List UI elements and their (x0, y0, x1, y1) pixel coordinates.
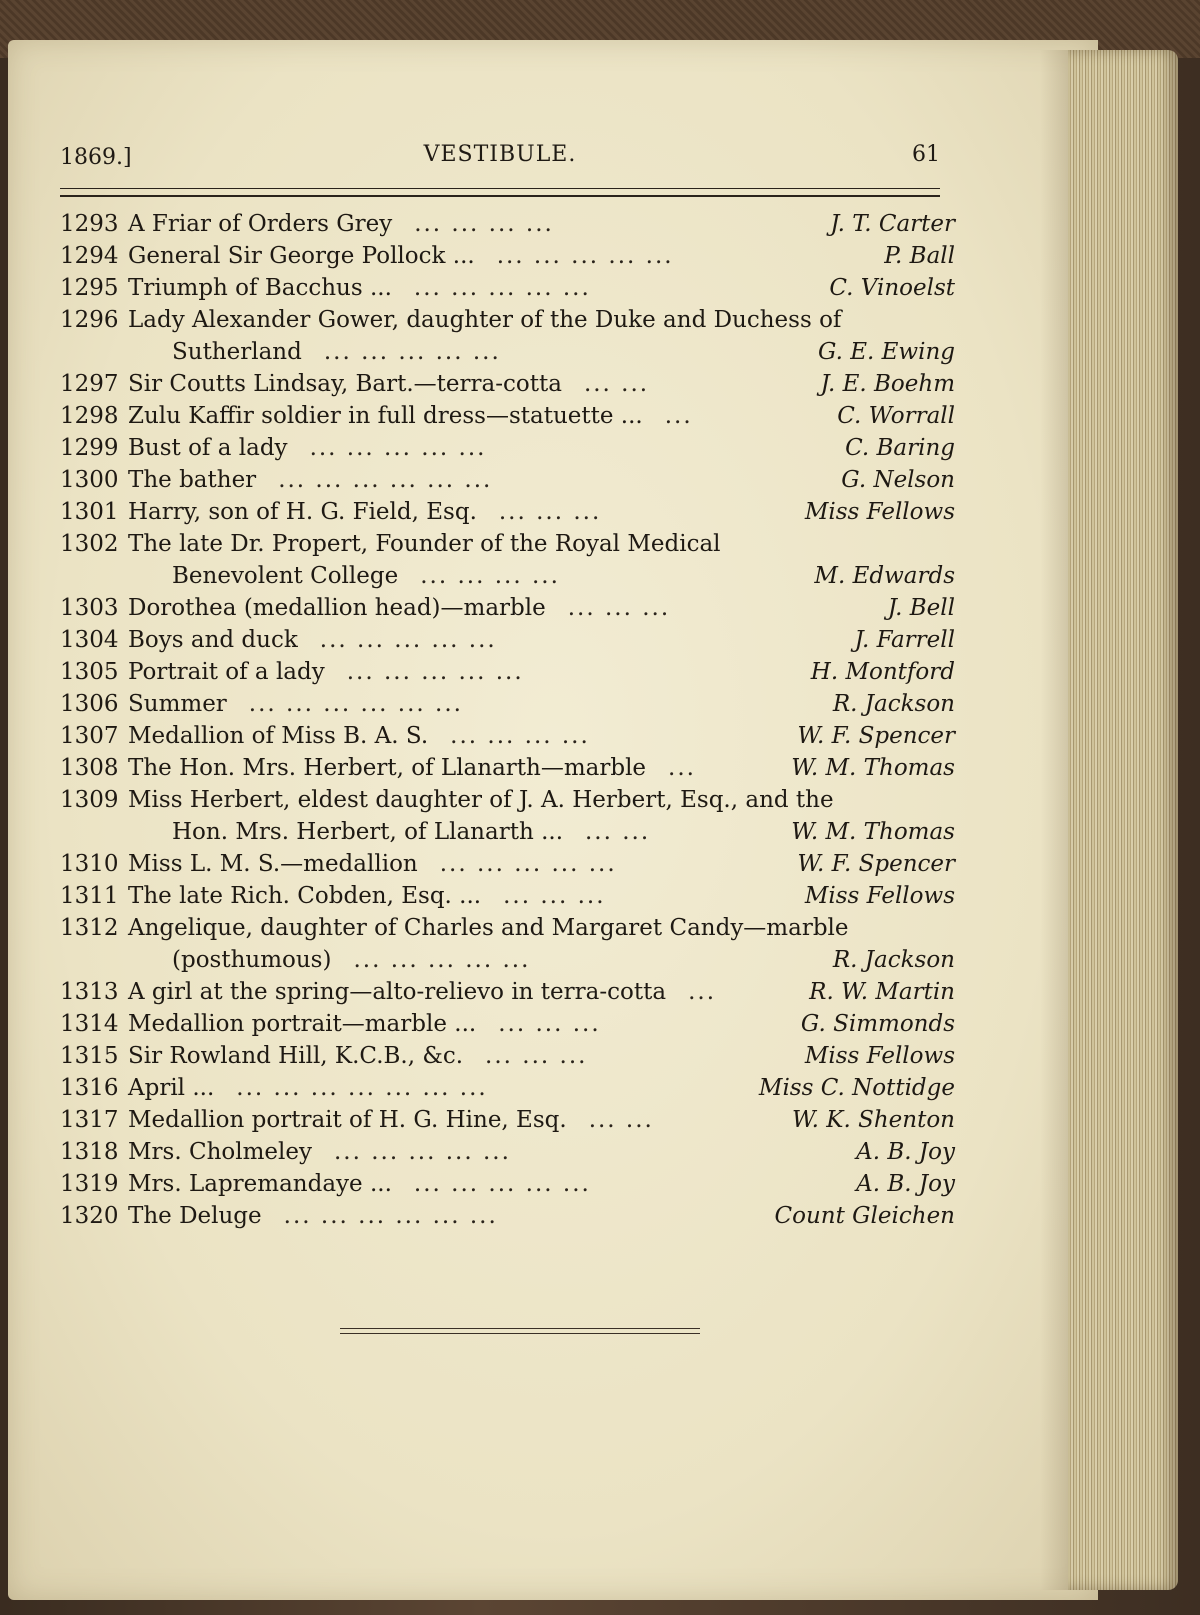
entry-title-continuation: Benevolent College (172, 563, 399, 589)
entry-title: Summer (128, 691, 227, 717)
entry-title: Mrs. Cholmeley (128, 1139, 312, 1165)
entry-continuation-line (60, 944, 955, 976)
entry-line (60, 976, 955, 1008)
entry-number: 1302 (60, 531, 119, 557)
entry-line (60, 1200, 955, 1232)
entry-line (60, 1168, 955, 1200)
entry-number: 1317 (60, 1107, 119, 1133)
entry-title: A girl at the spring—alto-relievo in terra-cotta (128, 979, 667, 1005)
leader-dots: ... ... (585, 819, 651, 845)
entry-line (60, 784, 955, 816)
entry-artist: G. E. Ewing (818, 339, 955, 365)
entry-title: Medallion portrait—marble ... (128, 1011, 477, 1037)
entry-artist: R. Jackson (832, 947, 955, 973)
entry-title: Portrait of a lady (128, 659, 325, 685)
entry-number: 1316 (60, 1075, 119, 1101)
leader-dots: ... ... ... ... ... (323, 339, 501, 365)
entry-artist: A. B. Joy (856, 1139, 955, 1165)
catalogue-entry (60, 656, 955, 688)
entry-artist: M. Edwards (814, 563, 955, 589)
catalogue-entry (60, 688, 955, 720)
entry-title-continuation: (posthumous) (172, 947, 332, 973)
entry-number: 1315 (60, 1043, 119, 1069)
entry-title: The late Dr. Propert, Founder of the Royal Medical (128, 531, 721, 557)
entry-title-continuation: Sutherland (172, 339, 302, 365)
entry-number: 1300 (60, 467, 119, 493)
catalogue-entry (60, 912, 955, 976)
entry-title: A Friar of Orders Grey (128, 211, 393, 237)
leader-dots: ... ... ... ... ... ... (248, 691, 463, 717)
leader-dots: ... ... ... ... ... (333, 1139, 511, 1165)
entry-artist: Miss Fellows (804, 499, 955, 525)
entry-title: Boys and duck (128, 627, 298, 653)
entry-artist: W. F. Spencer (797, 851, 955, 877)
entry-line (60, 624, 955, 656)
entry-artist: W. F. Spencer (797, 723, 955, 749)
entry-line (60, 592, 955, 624)
entry-number: 1305 (60, 659, 119, 685)
entry-line (60, 304, 955, 336)
leader-dots: ... ... (583, 371, 650, 397)
entry-continuation-line (60, 816, 955, 848)
catalogue-entry (60, 1168, 955, 1200)
entry-title: Sir Rowland Hill, K.C.B., &c. (128, 1043, 464, 1069)
entry-artist: Count Gleichen (774, 1203, 955, 1229)
entry-artist: P. Ball (884, 243, 955, 269)
entry-number: 1297 (60, 371, 119, 397)
entry-artist: J. T. Carter (830, 211, 955, 237)
entry-artist: R. Jackson (832, 691, 955, 717)
entry-line (60, 880, 955, 912)
entry-number: 1320 (60, 1203, 119, 1229)
entry-number: 1306 (60, 691, 119, 717)
entry-title: Miss Herbert, eldest daughter of J. A. Herbert, Esq., and the (128, 787, 834, 813)
entry-line (60, 496, 955, 528)
entry-artist: H. Montford (810, 659, 955, 685)
entry-artist: Miss C. Nottidge (758, 1075, 955, 1101)
leader-dots: ... ... ... ... (414, 211, 554, 237)
leader-dots: ... ... ... ... ... (496, 243, 674, 269)
entry-title: Harry, son of H. G. Field, Esq. (128, 499, 477, 525)
entry-line (60, 752, 955, 784)
catalogue-entry (60, 208, 955, 240)
catalogue-entry (60, 1104, 955, 1136)
entry-artist: R. W. Martin (809, 979, 955, 1005)
entry-line (60, 368, 955, 400)
entry-line (60, 272, 955, 304)
entry-line (60, 240, 955, 272)
entry-artist: Miss Fellows (804, 883, 955, 909)
entry-title: Dorothea (medallion head)—marble (128, 595, 546, 621)
catalogue-entry (60, 1040, 955, 1072)
entry-title: General Sir George Pollock ... (128, 243, 475, 269)
entry-number: 1312 (60, 915, 119, 941)
leader-dots: ... ... (588, 1107, 654, 1133)
leader-dots: ... ... ... ... ... ... ... (236, 1075, 488, 1101)
catalogue-entry (60, 720, 955, 752)
entry-title: April ... (128, 1075, 215, 1101)
entry-artist: C. Worrall (837, 403, 955, 429)
page-number: 61 (912, 142, 940, 167)
entry-number: 1293 (60, 211, 119, 237)
catalogue-entry (60, 976, 955, 1008)
entry-line (60, 912, 955, 944)
catalogue-entry (60, 240, 955, 272)
leader-dots: ... ... ... ... (420, 563, 560, 589)
leader-dots: ... ... ... ... ... (319, 627, 497, 653)
entry-line (60, 528, 955, 560)
entry-title-continuation: Hon. Mrs. Herbert, of Llanarth ... (172, 819, 563, 845)
leader-dots: ... ... ... ... ... (346, 659, 524, 685)
entry-artist: G. Simmonds (800, 1011, 955, 1037)
leader-dots: ... ... ... (498, 1011, 601, 1037)
catalogue-entry (60, 272, 955, 304)
running-header (60, 142, 940, 181)
entry-number: 1310 (60, 851, 119, 877)
entry-number: 1304 (60, 627, 119, 653)
entry-artist: A. B. Joy (856, 1171, 955, 1197)
catalogue-entry (60, 1200, 955, 1232)
entry-artist: W. K. Shenton (792, 1107, 955, 1133)
header-year: 1869.] (60, 145, 132, 170)
entry-number: 1318 (60, 1139, 119, 1165)
catalogue-entry (60, 1072, 955, 1104)
entry-title: Bust of a lady (128, 435, 288, 461)
catalogue-list (60, 208, 955, 1232)
page-block-edge (1068, 50, 1178, 1590)
entry-number: 1314 (60, 1011, 119, 1037)
catalogue-entry (60, 1008, 955, 1040)
entry-number: 1319 (60, 1171, 119, 1197)
entry-number: 1295 (60, 275, 119, 301)
catalogue-entry (60, 464, 955, 496)
entry-number: 1294 (60, 243, 119, 269)
catalogue-entry (60, 624, 955, 656)
entry-title: Sir Coutts Lindsay, Bart.—terra-cotta (128, 371, 562, 397)
leader-dots: ... ... ... ... ... (309, 435, 487, 461)
entry-number: 1307 (60, 723, 119, 749)
leader-dots: ... ... ... ... ... (353, 947, 531, 973)
entry-title: The Deluge (128, 1203, 262, 1229)
entry-artist: J. Farrell (854, 627, 955, 653)
leader-dots: ... ... ... (498, 499, 602, 525)
entry-number: 1311 (60, 883, 119, 909)
entry-line (60, 656, 955, 688)
leader-dots: ... ... ... (567, 595, 671, 621)
entry-artist: J. E. Boehm (820, 371, 955, 397)
header-rule (60, 188, 940, 197)
entry-continuation-line (60, 336, 955, 368)
entry-artist: Miss Fellows (804, 1043, 955, 1069)
header-title: VESTIBULE. (423, 142, 577, 167)
entry-line (60, 1072, 955, 1104)
entry-artist: J. Bell (887, 595, 955, 621)
entry-number: 1309 (60, 787, 119, 813)
catalogue-entry (60, 528, 955, 592)
entry-title: Mrs. Lapremandaye ... (128, 1171, 392, 1197)
entry-line (60, 848, 955, 880)
entry-artist: W. M. Thomas (791, 755, 955, 781)
leader-dots: ... ... ... ... ... ... (283, 1203, 498, 1229)
entry-title: Miss L. M. S.—medallion (128, 851, 418, 877)
entry-title: The Hon. Mrs. Herbert, of Llanarth—marble (128, 755, 647, 781)
entry-line (60, 400, 955, 432)
catalogue-entry (60, 1136, 955, 1168)
entry-line (60, 1136, 955, 1168)
entry-artist: C. Baring (845, 435, 955, 461)
catalogue-entry (60, 368, 955, 400)
entry-number: 1308 (60, 755, 119, 781)
entry-title: Medallion of Miss B. A. S. (128, 723, 429, 749)
entry-line (60, 1008, 955, 1040)
entry-line (60, 720, 955, 752)
entry-number: 1298 (60, 403, 119, 429)
catalogue-entry (60, 496, 955, 528)
entry-line (60, 1104, 955, 1136)
entry-number: 1313 (60, 979, 119, 1005)
leader-dots: ... ... ... ... ... (413, 1171, 591, 1197)
entry-title: The bather (128, 467, 257, 493)
entry-title: The late Rich. Cobden, Esq. ... (128, 883, 482, 909)
leader-dots: ... ... ... (503, 883, 606, 909)
leader-dots: ... ... ... (485, 1043, 588, 1069)
end-rule (340, 1328, 700, 1334)
entry-title: Angelique, daughter of Charles and Margaret Candy—marble (128, 915, 849, 941)
entry-number: 1296 (60, 307, 119, 333)
leader-dots: ... ... ... ... ... (413, 275, 591, 301)
leader-dots: ... ... ... ... ... (439, 851, 617, 877)
catalogue-entry (60, 304, 955, 368)
catalogue-entry (60, 432, 955, 464)
catalogue-entry (60, 400, 955, 432)
catalogue-entry (60, 752, 955, 784)
entry-number: 1303 (60, 595, 119, 621)
entry-continuation-line (60, 560, 955, 592)
leader-dots: ... (664, 403, 693, 429)
entry-line (60, 1040, 955, 1072)
leader-dots: ... (668, 755, 696, 781)
entry-title: Lady Alexander Gower, daughter of the Duke and Duchess of (128, 307, 842, 333)
entry-line (60, 432, 955, 464)
catalogue-entry (60, 848, 955, 880)
entry-number: 1301 (60, 499, 119, 525)
entry-line (60, 464, 955, 496)
entry-line (60, 208, 955, 240)
leader-dots: ... (688, 979, 717, 1005)
entry-title: Triumph of Bacchus ... (128, 275, 392, 301)
catalogue-entry (60, 880, 955, 912)
leader-dots: ... ... ... ... (450, 723, 590, 749)
entry-artist: W. M. Thomas (791, 819, 955, 845)
catalogue-entry (60, 592, 955, 624)
catalogue-entry (60, 784, 955, 848)
entry-title: Medallion portrait of H. G. Hine, Esq. (128, 1107, 567, 1133)
entry-number: 1299 (60, 435, 119, 461)
entry-line (60, 688, 955, 720)
entry-artist: C. Vinoelst (829, 275, 955, 301)
entry-title: Zulu Kaffir soldier in full dress—statuette ... (128, 403, 643, 429)
entry-artist: G. Nelson (841, 467, 955, 493)
leader-dots: ... ... ... ... ... ... (278, 467, 493, 493)
